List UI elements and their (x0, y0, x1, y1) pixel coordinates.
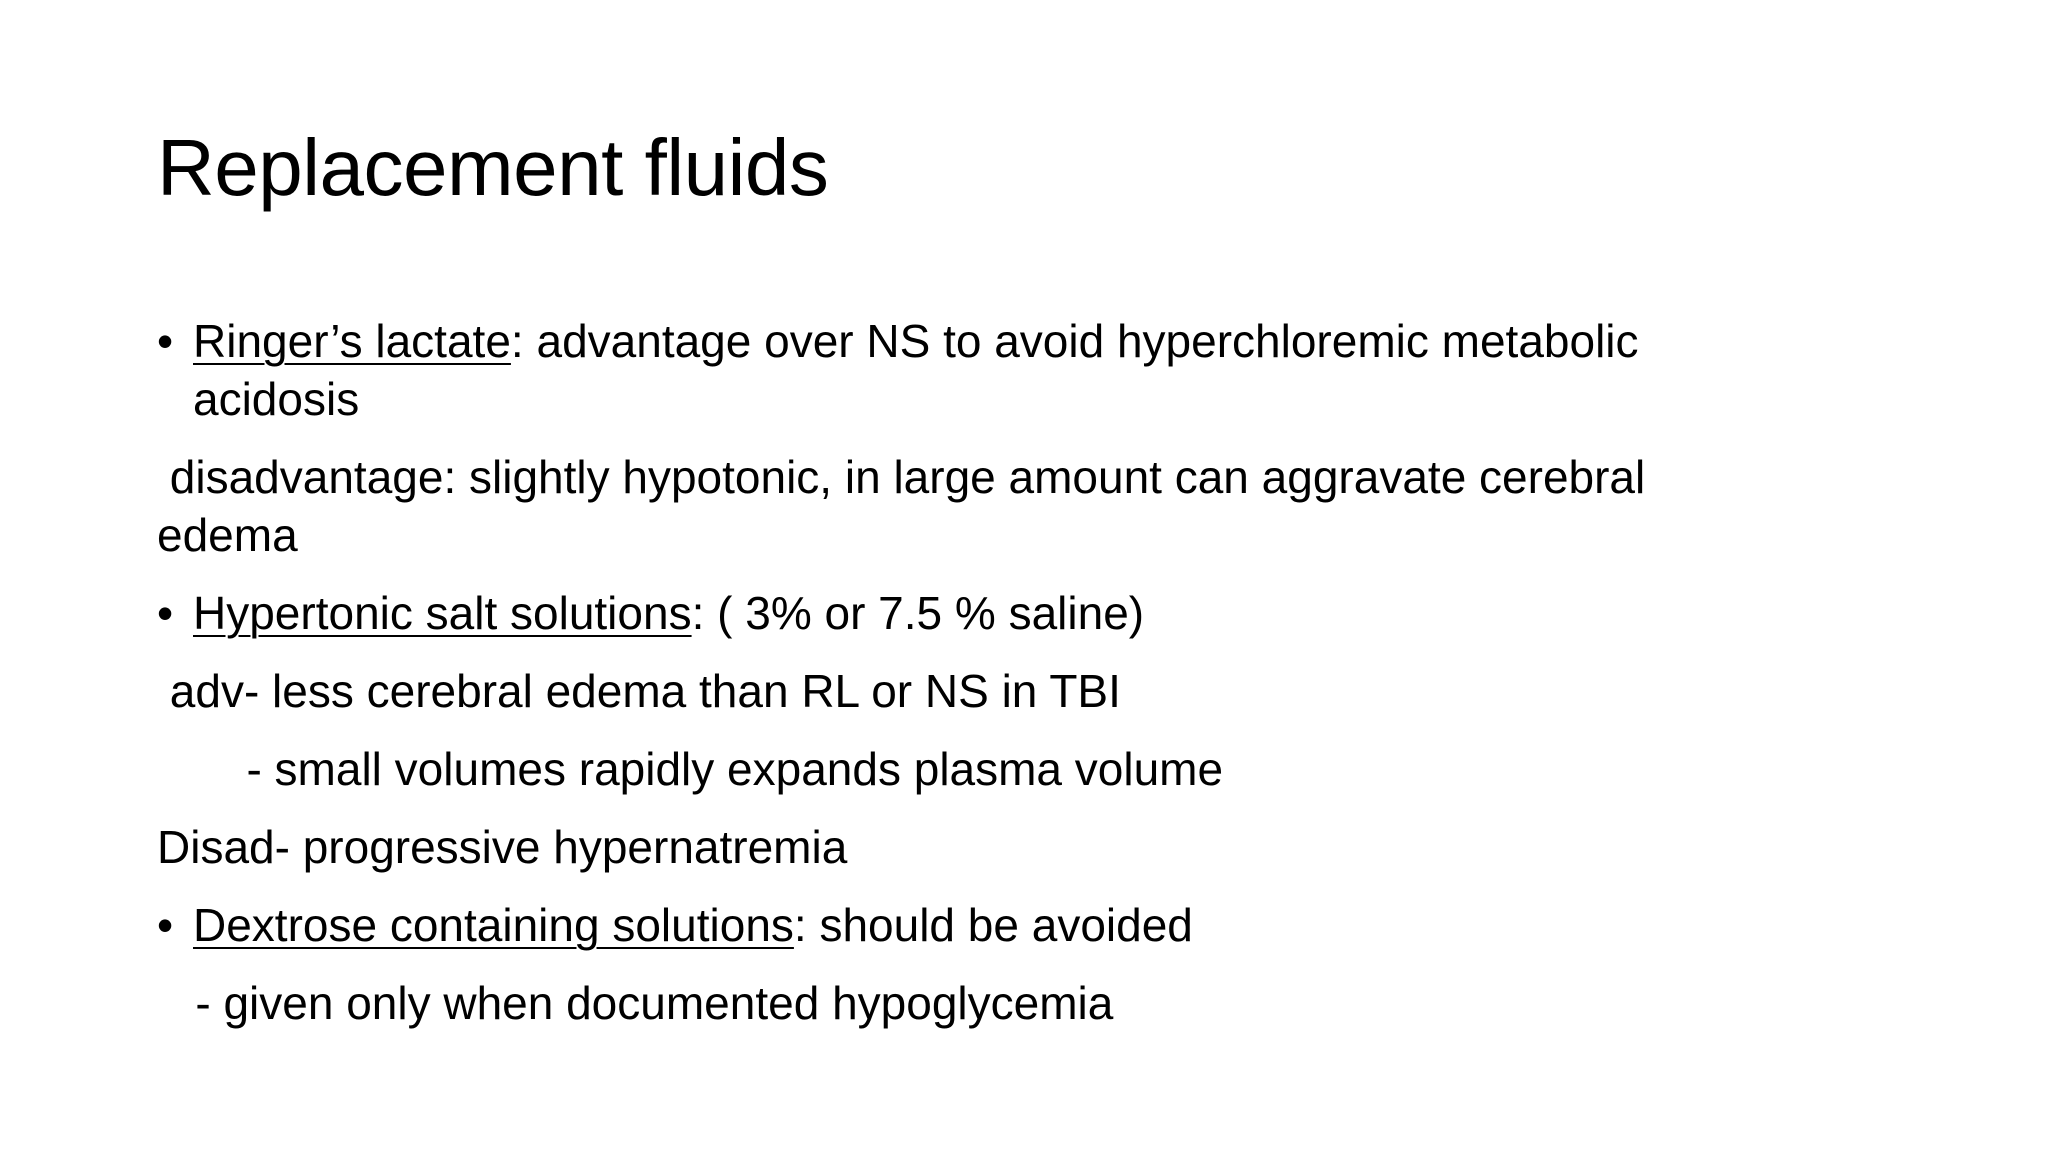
bullet-hypertonic-saline (157, 584, 1937, 642)
bullet-dextrose (157, 896, 1937, 954)
ringers-line-2: acidosis (193, 373, 360, 425)
disadvantage-para (157, 448, 1937, 564)
ringers-line-1 (193, 312, 1937, 370)
slide-body (157, 312, 1937, 1052)
ringers-lactate-text: : advantage over NS to avoid hyperchloremic metabolic (510, 315, 1639, 367)
disadvantage-line-2: edema (157, 509, 298, 561)
hypoglycemia-line: - given only when documented hypoglycemia (157, 977, 1114, 1029)
disad-line: Disad- progressive hypernatremia (157, 821, 848, 873)
hypertonic-text: : ( 3% or 7.5 % saline) (691, 587, 1145, 639)
slide-title: Replacement fluids (157, 123, 829, 212)
ringers-lactate-heading: Ringer’s lactate (193, 315, 511, 367)
dextrose-text: : should be avoided (793, 899, 1193, 951)
adv-line: adv- less cerebral edema than RL or NS in TBI (157, 665, 1121, 717)
bullet-dot: • (157, 587, 174, 639)
hypertonic-heading: Hypertonic salt solutions (193, 587, 692, 639)
dextrose-heading: Dextrose containing solutions (193, 899, 794, 951)
bullet-dot: • (157, 899, 174, 951)
disadvantage-line-1: disadvantage: slightly hypotonic, in large amount can aggravate cerebral (157, 451, 1646, 503)
small-volumes-line: - small volumes rapidly expands plasma volume (157, 743, 1224, 795)
bullet-ringers-lactate (157, 312, 1937, 428)
bullet-dot: • (157, 315, 174, 367)
